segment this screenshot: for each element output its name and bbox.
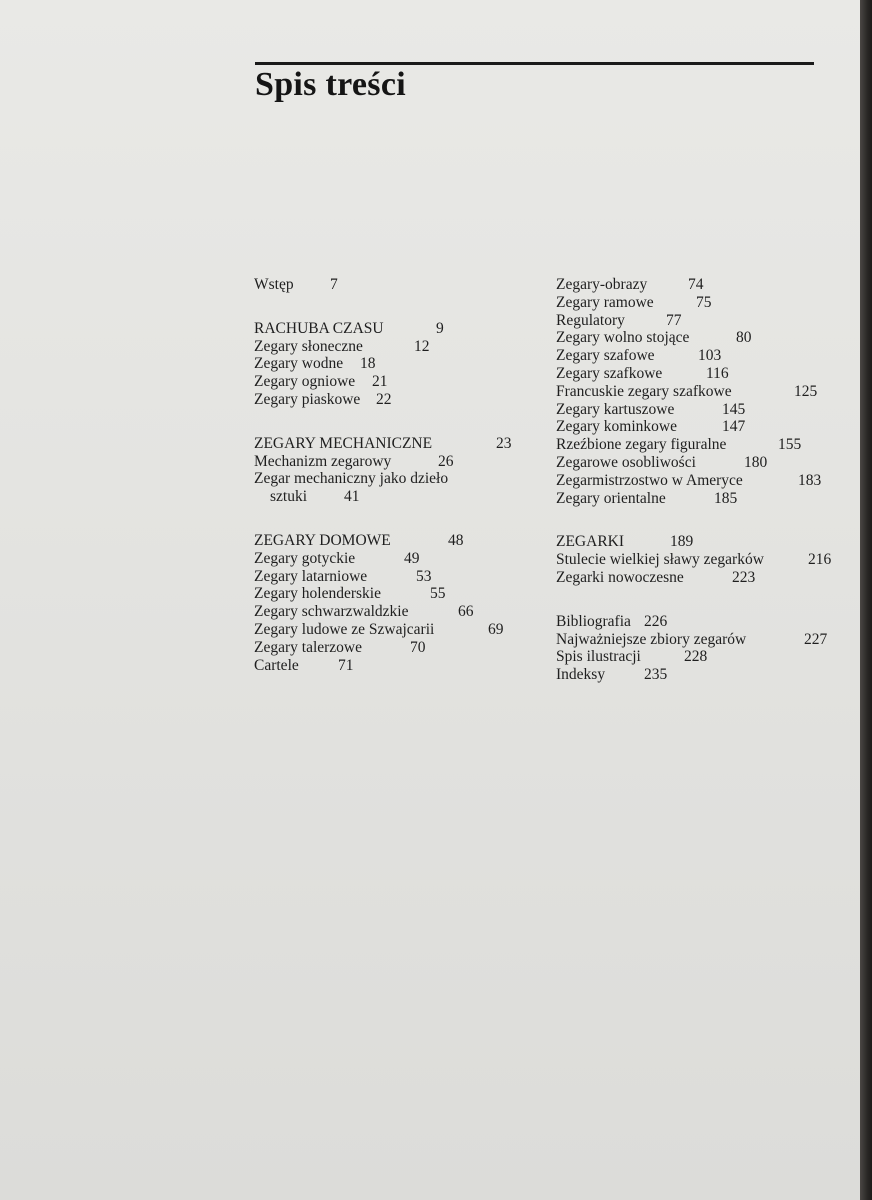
- toc-entry-page-number: 227: [804, 630, 828, 648]
- toc-entry-page-number: 66: [458, 603, 474, 621]
- toc-entry-title: ZEGARY DOMOWE: [254, 531, 391, 549]
- toc-entry-page-number: 49: [404, 549, 420, 567]
- toc-entry-page-number: 103: [698, 347, 722, 365]
- toc-entry-title: Zegarowe osobliwości: [556, 453, 696, 471]
- toc-entry-title: ZEGARY MECHANICZNE: [254, 434, 433, 452]
- toc-entry-title: Zegary ramowe: [556, 293, 654, 311]
- toc-entry[interactable]: [254, 639, 539, 657]
- book-binding-edge: [860, 0, 872, 1200]
- toc-entry[interactable]: [254, 276, 539, 294]
- toc-entry[interactable]: [254, 453, 539, 471]
- toc-entry-page-number: 77: [666, 311, 682, 329]
- toc-entry-page-number: 23: [496, 434, 512, 452]
- toc-entry[interactable]: [556, 533, 846, 551]
- toc-entry-title: Rzeźbione zegary figuralne: [556, 436, 727, 454]
- toc-entry[interactable]: [556, 312, 846, 330]
- toc-entry-title: Cartele: [254, 656, 299, 674]
- toc-entry[interactable]: [254, 568, 539, 586]
- title-rule: [255, 62, 814, 65]
- toc-entry[interactable]: [556, 418, 846, 436]
- toc-entry-page-number: 53: [416, 567, 432, 585]
- toc-entry-title: Zegary ludowe ze Szwajcarii: [254, 620, 435, 638]
- toc-entry-title: Zegary gotyckie: [254, 549, 356, 567]
- toc-entry-title: Zegar mechaniczny jako dzieło: [254, 470, 449, 488]
- toc-entry-page-number: 235: [644, 666, 668, 684]
- toc-group: [556, 533, 846, 586]
- toc-entry-title: Bibliografia: [556, 612, 631, 630]
- toc-entry-title: Zegary kartuszowe: [556, 400, 675, 418]
- toc-entry-title: Zegary orientalne: [556, 489, 666, 507]
- toc-entry-title: Zegary kominkowe: [556, 418, 677, 436]
- toc-entry-page-number: 74: [688, 276, 704, 293]
- toc-entry-page-number: 41: [344, 488, 360, 506]
- toc-entry-page-number: 71: [338, 656, 354, 674]
- toc-entry-title: Zegary piaskowe: [254, 390, 361, 408]
- toc-entry[interactable]: [254, 488, 539, 506]
- toc-entry[interactable]: [254, 532, 539, 550]
- toc-entry-title: Zegary słoneczne: [254, 337, 363, 355]
- toc-entry-page-number: 223: [732, 568, 756, 586]
- toc-entry-page-number: 125: [794, 382, 818, 400]
- toc-entry[interactable]: [254, 470, 539, 488]
- toc-entry[interactable]: [556, 666, 846, 684]
- toc-entry[interactable]: [556, 365, 846, 383]
- toc-entry-page-number: 180: [744, 453, 768, 471]
- toc-entry-page-number: 185: [714, 489, 738, 507]
- toc-group: [254, 435, 539, 506]
- toc-entry-page-number: 70: [410, 638, 426, 656]
- toc-group: [254, 276, 539, 294]
- toc-entry-title: Spis ilustracji: [556, 648, 641, 666]
- toc-entry-title: Zegary ogniowe: [254, 373, 356, 391]
- toc-entry-page-number: 226: [644, 612, 668, 630]
- toc-entry-title: Stulecie wielkiej sławy zegarków: [556, 551, 764, 569]
- toc-entry[interactable]: [556, 454, 846, 472]
- toc-entry[interactable]: [556, 648, 846, 666]
- toc-entry-title: Zegary wodne: [254, 355, 344, 373]
- toc-entry[interactable]: [254, 391, 539, 409]
- toc-entry-title: Zegary szafowe: [556, 347, 655, 365]
- toc-entry[interactable]: [254, 621, 539, 639]
- toc-entry[interactable]: [254, 373, 539, 391]
- toc-entry-title: Zegarmistrzostwo w Ameryce: [556, 471, 743, 489]
- toc-entry[interactable]: [556, 490, 846, 508]
- toc-entry-title: Wstęp: [254, 276, 294, 293]
- toc-entry-page-number: 155: [778, 436, 802, 454]
- toc-entry-page-number: 116: [706, 364, 729, 382]
- toc-entry-title: Zegary latarniowe: [254, 567, 368, 585]
- toc-entry[interactable]: [556, 401, 846, 419]
- toc-entry-title: sztuki: [270, 488, 308, 506]
- toc-entry-page-number: 145: [722, 400, 746, 418]
- toc-entry[interactable]: [556, 383, 846, 401]
- toc-entry-page-number: 216: [808, 551, 832, 569]
- toc-entry[interactable]: [556, 329, 846, 347]
- toc-entry[interactable]: [556, 472, 846, 490]
- toc-entry[interactable]: [556, 276, 846, 294]
- toc-entry-title: Zegary holenderskie: [254, 585, 381, 603]
- toc-entry-page-number: 12: [414, 337, 430, 355]
- toc-entry-page-number: 80: [736, 329, 752, 347]
- toc-entry-page-number: 189: [670, 533, 694, 551]
- toc-entry-page-number: 69: [488, 620, 504, 638]
- toc-entry[interactable]: [254, 338, 539, 356]
- toc-entry[interactable]: [254, 435, 539, 453]
- toc-entry-page-number: 183: [798, 471, 822, 489]
- toc-entry-page-number: 26: [438, 452, 454, 470]
- toc-entry-title: Zegary wolno stojące: [556, 329, 690, 347]
- toc-group: [254, 320, 539, 409]
- toc-entry[interactable]: [254, 657, 539, 675]
- toc-entry[interactable]: [556, 294, 846, 312]
- toc-entry[interactable]: [254, 550, 539, 568]
- toc-entry-page-number: 7: [330, 276, 338, 293]
- toc-group: [556, 276, 846, 507]
- toc-entry-page-number: 228: [684, 648, 708, 666]
- toc-entry-page-number: 22: [376, 390, 392, 408]
- toc-group: [254, 532, 539, 674]
- toc-entry-title: Zegary schwarzwaldzkie: [254, 603, 409, 621]
- toc-entry[interactable]: [556, 347, 846, 365]
- page-title: Spis treści: [255, 66, 406, 103]
- toc-entry-title: Zegary szafkowe: [556, 364, 663, 382]
- toc-entry-page-number: 147: [722, 418, 746, 436]
- toc-entry[interactable]: [254, 603, 539, 621]
- toc-column-left: [254, 276, 539, 700]
- toc-entry-page-number: 48: [448, 531, 464, 549]
- toc-entry[interactable]: [556, 631, 846, 649]
- toc-entry-title: Zegarki nowoczesne: [556, 568, 684, 586]
- toc-entry-title: Najważniejsze zbiory zegarów: [556, 630, 747, 648]
- toc-entry-title: Zegary-obrazy: [556, 276, 648, 293]
- toc-group: [556, 613, 846, 684]
- toc-entry-title: Mechanizm zegarowy: [254, 452, 392, 470]
- toc-entry[interactable]: [556, 613, 846, 631]
- toc-entry[interactable]: [556, 569, 846, 587]
- toc-entry-title: ZEGARKI: [556, 533, 625, 551]
- toc-entry[interactable]: [254, 585, 539, 603]
- toc-entry-page-number: 55: [430, 585, 446, 603]
- toc-entry-title: Regulatory: [556, 311, 625, 329]
- toc-entry-page-number: 21: [372, 373, 388, 391]
- toc-entry-page-number: 75: [696, 293, 712, 311]
- toc-entry[interactable]: [556, 551, 846, 569]
- toc-entry-title: Indeksy: [556, 666, 606, 684]
- toc-entry-title: RACHUBA CZASU: [254, 319, 384, 337]
- toc-entry[interactable]: [254, 320, 539, 338]
- toc-entry[interactable]: [556, 436, 846, 454]
- toc-entry[interactable]: [254, 355, 539, 373]
- toc-entry-page-number: 9: [436, 319, 444, 337]
- toc-column-right: [556, 276, 846, 710]
- toc-entry-title: Zegary talerzowe: [254, 638, 363, 656]
- toc-entry-title: Francuskie zegary szafkowe: [556, 382, 732, 400]
- toc-entry-page-number: 18: [360, 355, 376, 373]
